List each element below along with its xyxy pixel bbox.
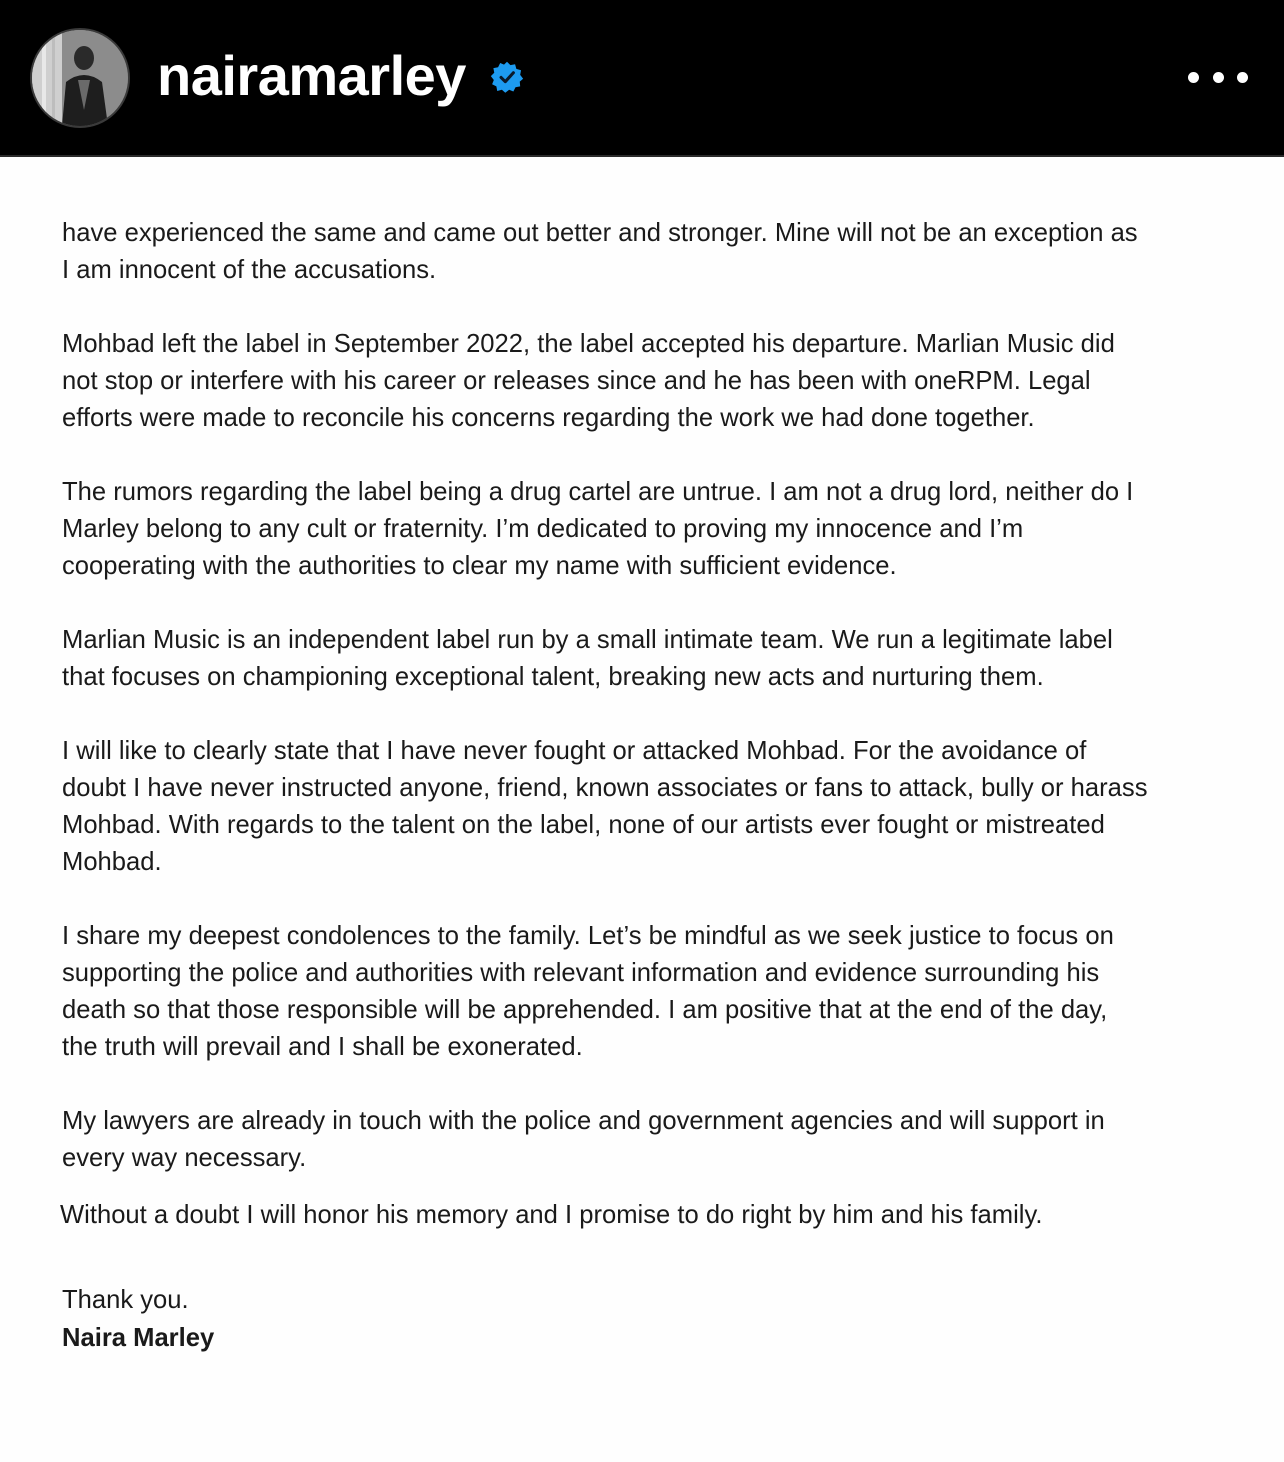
letter-line: the truth will prevail and I shall be exonerated. xyxy=(62,1033,583,1061)
letter-line: My lawyers are already in touch with the police and government agencies and will support in xyxy=(62,1107,1105,1135)
letter-line: every way necessary. xyxy=(62,1144,307,1172)
letter-line: I share my deepest condolences to the family. Let’s be mindful as we seek justice to focus on xyxy=(62,922,1114,950)
more-dot-icon xyxy=(1237,72,1248,83)
letter-line: Mohbad. xyxy=(62,848,162,876)
letter-line: efforts were made to reconcile his concerns regarding the work we had done together. xyxy=(62,404,1035,432)
letter-closing: Thank you. xyxy=(62,1286,189,1314)
letter-line: Marley belong to any cult or fraternity. I’m dedicated to proving my innocence and I’m xyxy=(62,515,1024,543)
post-header xyxy=(0,0,1284,157)
letter-signature: Naira Marley xyxy=(62,1324,215,1352)
letter-line: Without a doubt I will honor his memory and I promise to do right by him and his family. xyxy=(60,1201,1043,1229)
username[interactable]: nairamarley xyxy=(157,44,466,107)
letter-line: have experienced the same and came out better and stronger. Mine will not be an exception as xyxy=(62,219,1138,247)
letter-line: I will like to clearly state that I have never fought or attacked Mohbad. For the avoidance of xyxy=(62,737,1087,765)
letter-document xyxy=(0,157,1284,1462)
verified-badge-icon xyxy=(490,60,524,94)
letter-line: death so that those responsible will be apprehended. I am positive that at the end of the day, xyxy=(62,996,1108,1024)
letter-line: I am innocent of the accusations. xyxy=(62,256,437,284)
more-options-button[interactable] xyxy=(1188,60,1248,94)
more-dot-icon xyxy=(1213,72,1224,83)
more-dot-icon xyxy=(1188,72,1199,83)
letter-line: doubt I have never instructed anyone, friend, known associates or fans to attack, bully or harass xyxy=(62,774,1148,802)
letter-line: not stop or interfere with his career or releases since and he has been with oneRPM. Legal xyxy=(62,367,1091,395)
avatar[interactable] xyxy=(30,28,130,128)
letter-line: Mohbad left the label in September 2022, the label accepted his departure. Marlian Music did xyxy=(62,330,1115,358)
avatar-image xyxy=(32,30,128,126)
letter-line: supporting the police and authorities with relevant information and evidence surrounding his xyxy=(62,959,1100,987)
letter-line: cooperating with the authorities to clear my name with sufficient evidence. xyxy=(62,552,897,580)
letter-line: The rumors regarding the label being a drug cartel are untrue. I am not a drug lord, neither do I xyxy=(62,478,1134,506)
letter-line: Mohbad. With regards to the talent on the label, none of our artists ever fought or mistreated xyxy=(62,811,1105,839)
letter-line: Marlian Music is an independent label run by a small intimate team. We run a legitimate label xyxy=(62,626,1113,654)
letter-line: that focuses on championing exceptional talent, breaking new acts and nurturing them. xyxy=(62,663,1044,691)
